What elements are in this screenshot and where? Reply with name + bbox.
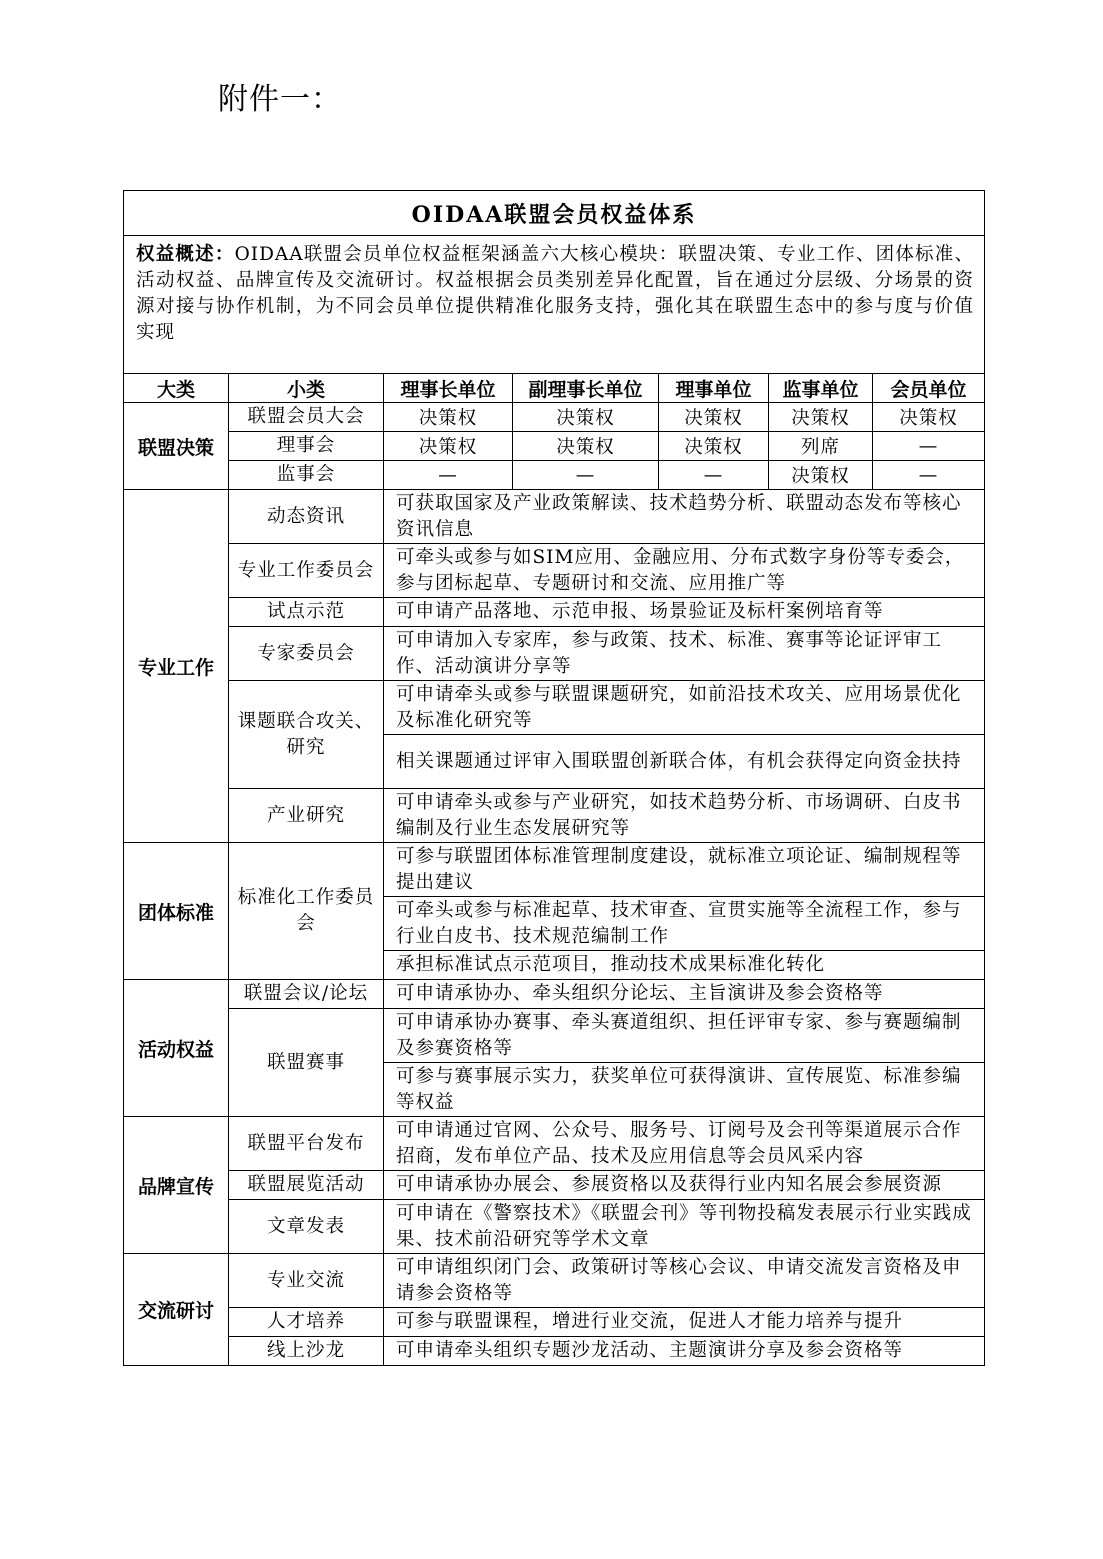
attachment-label: 附件一： <box>218 82 342 117</box>
value-cell: 决策权 <box>873 403 985 432</box>
value-cell: 决策权 <box>769 403 873 432</box>
value-cell: 决策权 <box>513 432 659 461</box>
subcategory-cell: 线上沙龙 <box>229 1337 384 1366</box>
header-chairman-unit: 理事长单位 <box>384 374 513 403</box>
subcategory-cell: 联盟平台发布 <box>229 1117 384 1171</box>
table-row <box>124 403 985 432</box>
table-title: OIDAA联盟会员权益体系 <box>124 191 985 236</box>
description-cell: 可申请牵头或参与联盟课题研究，如前沿技术攻关、应用场景优化及标准化研究等 <box>384 681 985 735</box>
subcategory-cell: 标准化工作委员会 <box>229 843 384 980</box>
description-cell: 可申请承协办赛事、牵头赛道组织、担任评审专家、参与赛题编制及参赛资格等 <box>384 1009 985 1063</box>
category-professional: 专业工作 <box>124 490 229 843</box>
header-supervisor-unit: 监事单位 <box>769 374 873 403</box>
value-cell: 决策权 <box>659 403 769 432</box>
description-cell: 可申请组织闭门会、政策研讨等核心会议、申请交流发言资格及申请参会资格等 <box>384 1254 985 1308</box>
value-cell: — <box>384 461 513 490</box>
value-cell: 决策权 <box>384 432 513 461</box>
value-cell: 决策权 <box>384 403 513 432</box>
header-subcategory: 小类 <box>229 374 384 403</box>
description-cell: 可参与赛事展示实力，获奖单位可获得演讲、宣传展览、标准参编等权益 <box>384 1063 985 1117</box>
category-exchange: 交流研讨 <box>124 1254 229 1366</box>
subcategory-cell: 联盟展览活动 <box>229 1171 384 1200</box>
overview-cell <box>124 236 985 374</box>
description-cell: 承担标准试点示范项目，推动技术成果标准化转化 <box>384 951 985 980</box>
table-row <box>124 1254 985 1308</box>
value-cell: — <box>659 461 769 490</box>
value-cell: — <box>873 461 985 490</box>
table-row <box>124 627 985 681</box>
description-cell: 可申请产品落地、示范申报、场景验证及标杆案例培育等 <box>384 598 985 627</box>
table-row <box>124 432 985 461</box>
subcategory-cell: 文章发表 <box>229 1200 384 1254</box>
table-row <box>124 544 985 598</box>
table-row <box>124 1171 985 1200</box>
table-row <box>124 843 985 897</box>
table-row <box>124 490 985 544</box>
table-row <box>124 1200 985 1254</box>
description-cell: 可申请加入专家库，参与政策、技术、标准、赛事等论证评审工作、活动演讲分享等 <box>384 627 985 681</box>
header-director-unit: 理事单位 <box>659 374 769 403</box>
description-cell: 可申请承协办、牵头组织分论坛、主旨演讲及参会资格等 <box>384 980 985 1009</box>
subcategory-cell: 专业交流 <box>229 1254 384 1308</box>
subcategory-cell: 试点示范 <box>229 598 384 627</box>
description-cell: 相关课题通过评审入围联盟创新联合体，有机会获得定向资金扶持 <box>384 735 985 789</box>
subcategory-cell: 联盟赛事 <box>229 1009 384 1117</box>
subcategory-cell: 联盟会员大会 <box>229 403 384 432</box>
description-cell: 可参与联盟团体标准管理制度建设，就标准立项论证、编制规程等提出建议 <box>384 843 985 897</box>
description-cell: 可参与联盟课程，增进行业交流，促进人才能力培养与提升 <box>384 1308 985 1337</box>
subcategory-cell: 专业工作委员会 <box>229 544 384 598</box>
value-cell: — <box>513 461 659 490</box>
subcategory-cell: 课题联合攻关、研究 <box>229 681 384 789</box>
subcategory-cell: 专家委员会 <box>229 627 384 681</box>
member-rights-table <box>123 190 985 1366</box>
table-row <box>124 1337 985 1366</box>
category-decision: 联盟决策 <box>124 403 229 490</box>
category-activities: 活动权益 <box>124 980 229 1117</box>
description-cell: 可申请牵头组织专题沙龙活动、主题演讲分享及参会资格等 <box>384 1337 985 1366</box>
value-cell: 决策权 <box>769 461 873 490</box>
table-row <box>124 681 985 735</box>
table-row <box>124 598 985 627</box>
subcategory-cell: 联盟会议/论坛 <box>229 980 384 1009</box>
table-row <box>124 1117 985 1171</box>
category-standards: 团体标准 <box>124 843 229 980</box>
header-category: 大类 <box>124 374 229 403</box>
header-vice-chairman-unit: 副理事长单位 <box>513 374 659 403</box>
table-row <box>124 1308 985 1337</box>
description-cell: 可申请通过官网、公众号、服务号、订阅号及会刊等渠道展示合作招商，发布单位产品、技术及应用信息等会员风采内容 <box>384 1117 985 1171</box>
header-member-unit: 会员单位 <box>873 374 985 403</box>
value-cell: 决策权 <box>513 403 659 432</box>
description-cell: 可牵头或参与标准起草、技术审查、宣贯实施等全流程工作，参与行业白皮书、技术规范编制工作 <box>384 897 985 951</box>
table-row <box>124 1009 985 1063</box>
description-cell: 可获取国家及产业政策解读、技术趋势分析、联盟动态发布等核心资讯信息 <box>384 490 985 544</box>
subcategory-cell: 人才培养 <box>229 1308 384 1337</box>
subcategory-cell: 产业研究 <box>229 789 384 843</box>
description-cell: 可申请在《警察技术》《联盟会刊》等刊物投稿发表展示行业实践成果、技术前沿研究等学术文章 <box>384 1200 985 1254</box>
description-cell: 可申请承协办展会、参展资格以及获得行业内知名展会参展资源 <box>384 1171 985 1200</box>
category-brand: 品牌宣传 <box>124 1117 229 1254</box>
table-row <box>124 980 985 1009</box>
overview-label: 权益概述： <box>136 244 235 265</box>
overview-text: OIDAA联盟会员单位权益框架涵盖六大核心模块：联盟决策、专业工作、团体标准、活动权益、品牌宣传及交流研讨。权益根据会员类别差异化配置，旨在通过分层级、分场景的资源对接与协作机制，为不同会员单位提供精准化服务支持，强化其在联盟生态中的参与度与价值实现 <box>136 244 974 343</box>
value-cell: 决策权 <box>659 432 769 461</box>
subcategory-cell: 监事会 <box>229 461 384 490</box>
description-cell: 可牵头或参与如SIM应用、金融应用、分布式数字身份等专委会，参与团标起草、专题研讨和交流、应用推广等 <box>384 544 985 598</box>
subcategory-cell: 理事会 <box>229 432 384 461</box>
table-row <box>124 461 985 490</box>
value-cell: 列席 <box>769 432 873 461</box>
value-cell: — <box>873 432 985 461</box>
description-cell: 可申请牵头或参与产业研究，如技术趋势分析、市场调研、白皮书编制及行业生态发展研究等 <box>384 789 985 843</box>
subcategory-cell: 动态资讯 <box>229 490 384 544</box>
